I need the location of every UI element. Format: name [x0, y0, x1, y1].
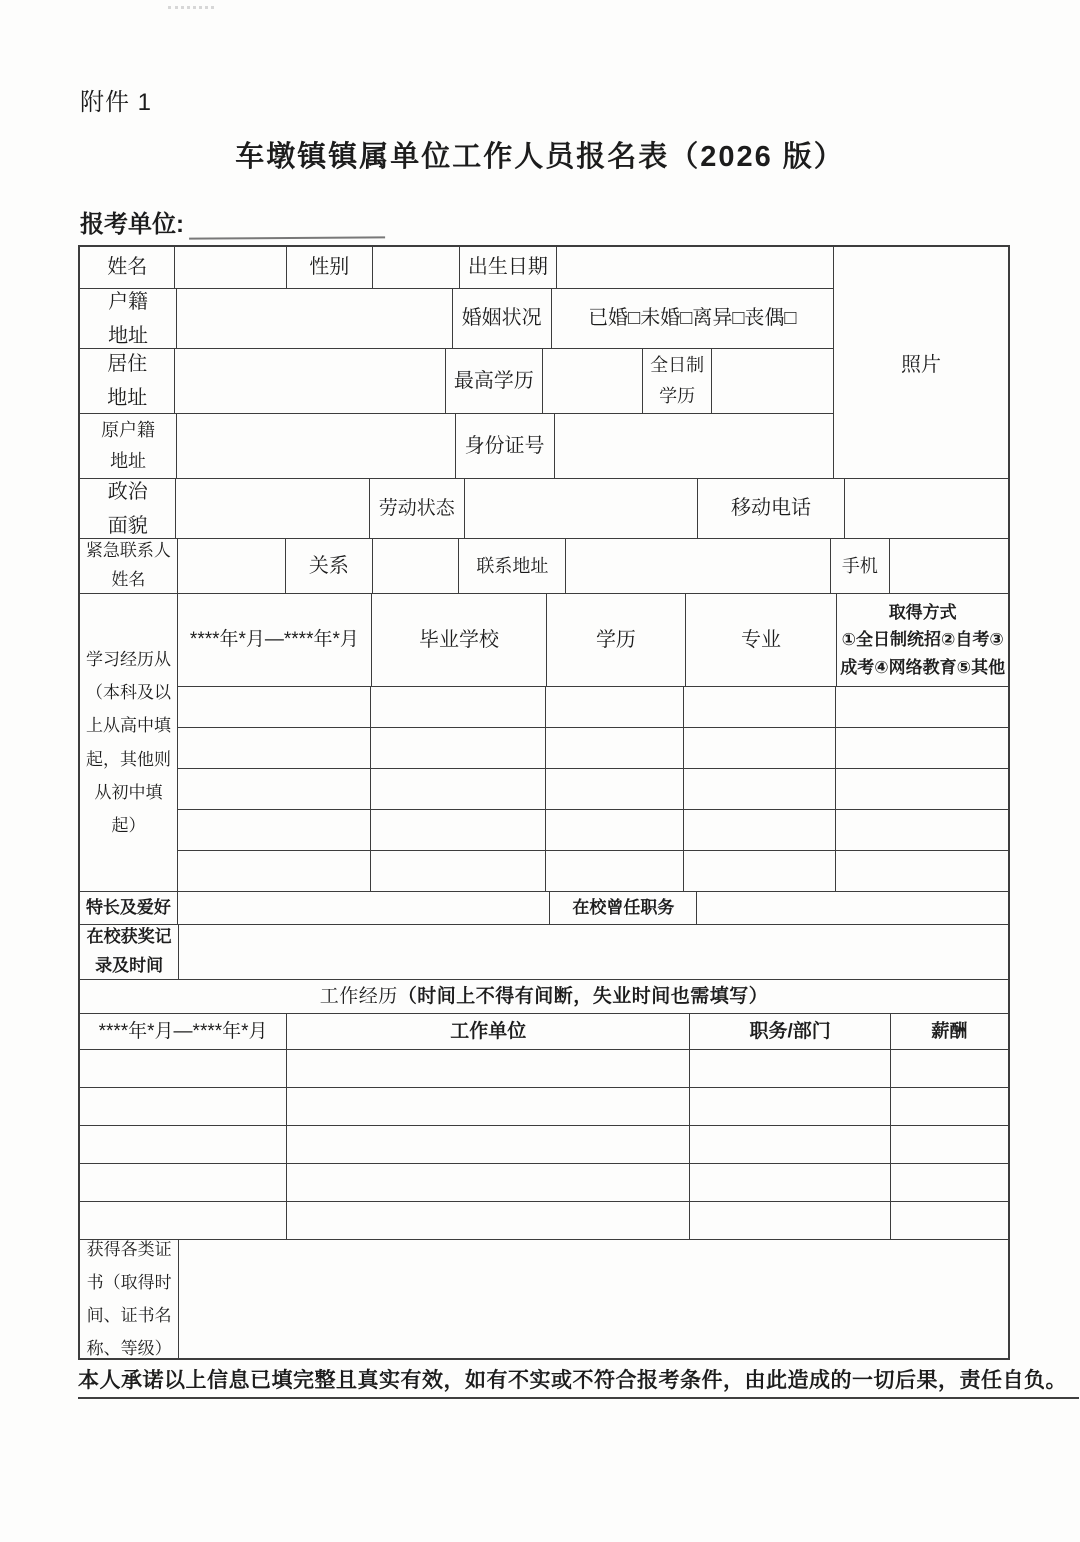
- highest-education-blank-cell: [543, 349, 643, 413]
- apply-unit-blank-line: [189, 210, 385, 239]
- work-experience-title: [80, 980, 1008, 1013]
- work-blank-row: [80, 1164, 1008, 1202]
- original-household-label: 原户籍地址: [80, 414, 177, 478]
- blank-cell: [178, 687, 371, 727]
- blank-cell: [684, 687, 835, 727]
- work-blank-row: [80, 1202, 1008, 1240]
- scan-noise-artifact: [168, 6, 214, 9]
- declaration-text: 本人承诺以上信息已填完整且真实有效，如有不实或不符合报考条件，由此造成的一切后果，责任自负。: [78, 1364, 1079, 1399]
- mobile-phone-label: 移动电话: [698, 479, 845, 538]
- education-section-label: 学习经历从（本科及以上从高中填起，其他则从初中填起）: [80, 594, 178, 891]
- fulltime-education-label: 全日制学历: [643, 349, 712, 413]
- original-household-blank-cell: [177, 414, 455, 478]
- work-blank-row: [80, 1050, 1008, 1088]
- work-header-row: [80, 1014, 1008, 1050]
- blank-cell: [371, 769, 546, 809]
- blank-cell: [836, 687, 1008, 727]
- blank-cell: [836, 728, 1008, 768]
- relation-blank-cell: [373, 539, 460, 593]
- blank-cell: [690, 1088, 890, 1125]
- blank-cell: [371, 810, 546, 850]
- work-period-header: ****年*月—****年*月: [80, 1014, 287, 1049]
- blank-cell: [546, 851, 684, 891]
- work-title-note: （时间上不得有间断，失业时间也需填写）: [397, 985, 769, 1007]
- certificates-label: 获得各类证书（取得时间、证书名称、等级）: [80, 1240, 179, 1358]
- apply-unit-label: 报考单位:: [80, 211, 184, 238]
- blank-cell: [80, 1050, 287, 1087]
- residence-address-label: 居住地址: [80, 349, 175, 413]
- education-method-header: [837, 594, 1008, 686]
- education-blank-row: [178, 810, 1008, 851]
- skills-label: 特长及爱好: [80, 892, 178, 924]
- birth-date-label: 出生日期: [460, 247, 557, 288]
- education-blank-row: [178, 687, 1008, 728]
- form-title: 车墩镇镇属单位工作人员报名表（2026 版）: [235, 141, 845, 173]
- work-employer-header: 工作单位: [287, 1014, 690, 1049]
- blank-cell: [178, 810, 371, 850]
- blank-cell: [287, 1202, 690, 1239]
- application-form-table: [78, 245, 1010, 1360]
- basic-info-left: [80, 247, 834, 478]
- declaration-line: [78, 1364, 1079, 1399]
- blank-cell: [287, 1164, 690, 1201]
- education-method-options: ①全日制统招②自考③成考④网络教育⑤其他: [840, 630, 1006, 677]
- blank-cell: [684, 728, 835, 768]
- blank-cell: [371, 687, 546, 727]
- education-blank-row: [178, 728, 1008, 769]
- row-certificates: [80, 1240, 1008, 1358]
- blank-cell: [178, 851, 371, 891]
- blank-cell: [891, 1088, 1008, 1125]
- school-awards-label: 在校获奖记录及时间: [80, 925, 179, 979]
- work-blank-rows: [80, 1050, 1008, 1240]
- blank-cell: [371, 728, 546, 768]
- blank-cell: [178, 769, 371, 809]
- row-name-gender-birth: [80, 247, 833, 289]
- mobile-phone-blank-cell: [845, 479, 1008, 538]
- blank-cell: [684, 851, 835, 891]
- basic-info-block: [80, 247, 1008, 479]
- blank-cell: [690, 1050, 890, 1087]
- name-label: 姓名: [80, 247, 175, 288]
- labor-status-label: 劳动状态: [370, 479, 465, 538]
- photo-cell: 照片: [900, 354, 941, 376]
- blank-cell: [690, 1164, 890, 1201]
- education-blank-rows: [178, 687, 1008, 891]
- blank-cell: [287, 1088, 690, 1125]
- blank-cell: [80, 1164, 287, 1201]
- blank-cell: [287, 1126, 690, 1163]
- education-blank-row: [178, 769, 1008, 810]
- emergency-contact-blank-cell: [178, 539, 286, 593]
- blank-cell: [690, 1126, 890, 1163]
- work-experience-title-row: [80, 980, 1008, 1014]
- blank-cell: [684, 810, 835, 850]
- blank-cell: [80, 1126, 287, 1163]
- blank-cell: [80, 1088, 287, 1125]
- marital-options-text: 已婚□未婚□离异□丧偶□: [588, 307, 797, 329]
- id-number-blank-cell: [555, 414, 833, 478]
- row-original-household-id: [80, 414, 833, 478]
- household-address-label: 户籍地址: [80, 289, 177, 348]
- relation-label: 关系: [286, 539, 373, 593]
- id-number-label: 身份证号: [456, 414, 555, 478]
- cellphone-blank-cell: [890, 539, 1008, 593]
- blank-cell: [836, 851, 1008, 891]
- blank-cell: [546, 728, 684, 768]
- education-history-block: [80, 594, 1008, 892]
- row-emergency-contact: [80, 539, 1008, 594]
- blank-cell: [546, 810, 684, 850]
- blank-cell: [891, 1202, 1008, 1239]
- emergency-contact-label: 紧急联系人姓名: [80, 539, 178, 593]
- school-position-blank-cell: [697, 892, 1008, 924]
- gender-blank-cell: [373, 247, 460, 288]
- education-header-row: [178, 594, 1008, 687]
- gender-label: 性别: [287, 247, 373, 288]
- education-blank-row: [178, 851, 1008, 891]
- blank-cell: [690, 1202, 890, 1239]
- row-school-awards: [80, 925, 1008, 980]
- work-salary-header: 薪酬: [931, 1021, 968, 1042]
- political-status-blank-cell: [176, 479, 370, 538]
- work-blank-row: [80, 1088, 1008, 1126]
- work-blank-row: [80, 1126, 1008, 1164]
- blank-cell: [287, 1050, 690, 1087]
- fulltime-education-blank-cell: [712, 349, 833, 413]
- labor-status-blank-cell: [465, 479, 699, 538]
- blank-cell: [891, 1050, 1008, 1087]
- school-awards-blank-cell: [179, 925, 1008, 979]
- attachment-label: 附件 1: [80, 89, 153, 116]
- skills-blank-cell: [178, 892, 550, 924]
- highest-education-label: 最高学历: [446, 349, 543, 413]
- row-residence-education: [80, 349, 833, 414]
- marital-status-label: 婚姻状况: [453, 289, 552, 348]
- birth-date-blank-cell: [557, 247, 833, 288]
- education-school-header: 毕业学校: [372, 594, 548, 686]
- contact-address-label: 联系地址: [459, 539, 566, 593]
- blank-cell: [836, 810, 1008, 850]
- blank-cell: [891, 1126, 1008, 1163]
- certificates-blank-cell: [179, 1240, 1008, 1358]
- row-household-marital: [80, 289, 833, 349]
- education-method-title: 取得方式: [888, 603, 957, 623]
- blank-cell: [836, 769, 1008, 809]
- work-position-header: 职务/部门: [690, 1014, 890, 1049]
- blank-cell: [684, 769, 835, 809]
- school-position-label: 在校曾任职务: [550, 892, 697, 924]
- cellphone-label: 手机: [831, 539, 890, 593]
- blank-cell: [546, 769, 684, 809]
- household-address-blank-cell: [177, 289, 453, 348]
- blank-cell: [546, 687, 684, 727]
- education-history-grid: [178, 594, 1008, 891]
- blank-cell: [891, 1164, 1008, 1201]
- row-skills: [80, 892, 1008, 925]
- blank-cell: [371, 851, 546, 891]
- education-major-header: 专业: [686, 594, 838, 686]
- political-status-label: 政治面貌: [80, 479, 176, 538]
- blank-cell: [178, 728, 371, 768]
- education-degree-header: 学历: [547, 594, 685, 686]
- row-political-labor-mobile: [80, 479, 1008, 539]
- residence-address-blank-cell: [175, 349, 445, 413]
- name-blank-cell: [175, 247, 286, 288]
- work-title-text: 工作经历: [319, 985, 398, 1007]
- education-period-header: ****年*月—****年*月: [178, 594, 372, 686]
- apply-unit-line: [80, 204, 385, 239]
- contact-address-blank-cell: [566, 539, 831, 593]
